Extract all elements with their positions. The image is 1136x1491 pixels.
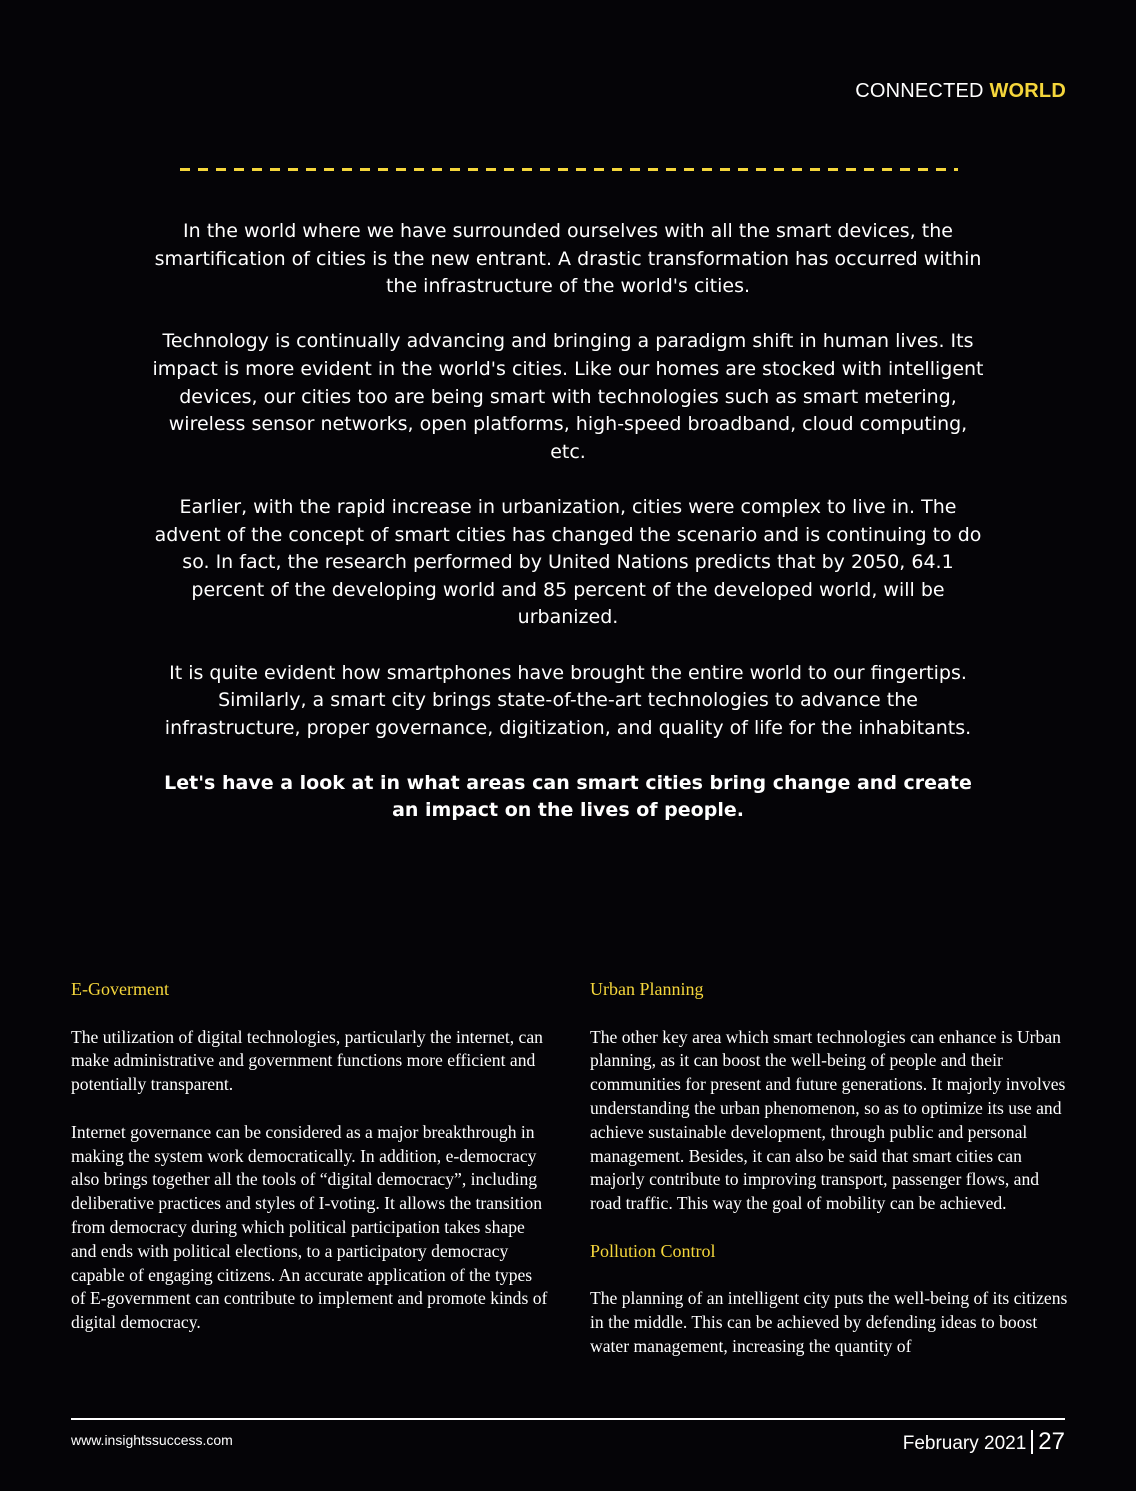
body-paragraph: Internet governance can be considered as a major breakthrough in making the system work democratically. In addition, e-democracy also brings together all the tools of “digital democracy”, including deliberative practices and styles of I-voting. It allows the transition from democracy during which political participation takes shape and ends with political elections, to a participatory democracy capable of engaging citizens. An accurate application of the types of E-government can contribute to implement and promote kinds of digital democracy. [71, 1121, 548, 1333]
intro-paragraph: Technology is continually advancing and bringing a paradigm shift in human lives. Its impact is more evident in the world's cities. Like our homes are stocked with intelligent devices, our cities too are being smart with technologies such as smart metering, wireless sensor networks, open platforms, high-speed broadband, cloud computing, etc. [152, 330, 984, 463]
intro-text [150, 218, 986, 825]
urban-planning-heading: Urban Planning [590, 979, 704, 999]
pollution-control-heading: Pollution Control [590, 1240, 716, 1261]
section-header [855, 80, 1066, 103]
page-separator [1031, 1430, 1033, 1454]
page-number: 27 [1038, 1428, 1065, 1455]
footer-page-info [903, 1428, 1065, 1456]
body-paragraph: The other key area which smart technologies can enhance is Urban planning, as it can boost the well-being of people and their communities for present and future generations. It majorly involves understanding the urban phenomenon, so as to optimize its use and achieve sustainable development, through public and personal management. Besides, it can also be said that smart cities can majorly contribute to improving transport, passenger flows, and road traffic. This way the goal of mobility can be achieved. [590, 1026, 1066, 1214]
body-paragraph: The planning of an intelligent city puts the well-being of its citizens in the middle. This can be achieved by defending ideas to boost water management, increasing the quantity of [590, 1288, 1068, 1356]
section-title-prefix: CONNECTED [855, 80, 984, 102]
left-column [71, 978, 549, 1359]
intro-closing: Let's have a look at in what areas can smart cities bring change and create an impact on the lives of people. [164, 771, 972, 822]
footer-divider [71, 1418, 1065, 1420]
dashed-divider [180, 168, 958, 171]
issue-date: February 2021 [902, 1433, 1027, 1454]
intro-paragraph: In the world where we have surrounded ourselves with all the smart devices, the smartification of cities is the new entrant. A drastic transformation has occurred within the infrastructure of the world's cities. [154, 220, 982, 298]
intro-paragraph: Earlier, with the rapid increase in urbanization, cities were complex to live in. The advent of the concept of smart cities has changed the scenario and is continuing to do so. In fact, the research performed by United Nations predicts that by 2050, 64.1 percent of the developing world and 85 percent of the developed world, will be urbanized. [154, 495, 982, 629]
section-title-accent: WORLD [989, 80, 1066, 102]
right-column [590, 978, 1068, 1383]
footer-website: www.insightssuccess.com [71, 1432, 233, 1448]
body-paragraph: The utilization of digital technologies, particularly the internet, can make administrative and government functions more efficient and potentially transparent. [71, 1026, 543, 1095]
e-government-heading: E-Goverment [71, 979, 169, 999]
intro-paragraph: It is quite evident how smartphones have brought the entire world to our fingertips. Similarly, a smart city brings state-of-the-art technologies to advance the infrastructure, proper governance, digitization, and quality of life for the inhabitants. [164, 661, 972, 739]
